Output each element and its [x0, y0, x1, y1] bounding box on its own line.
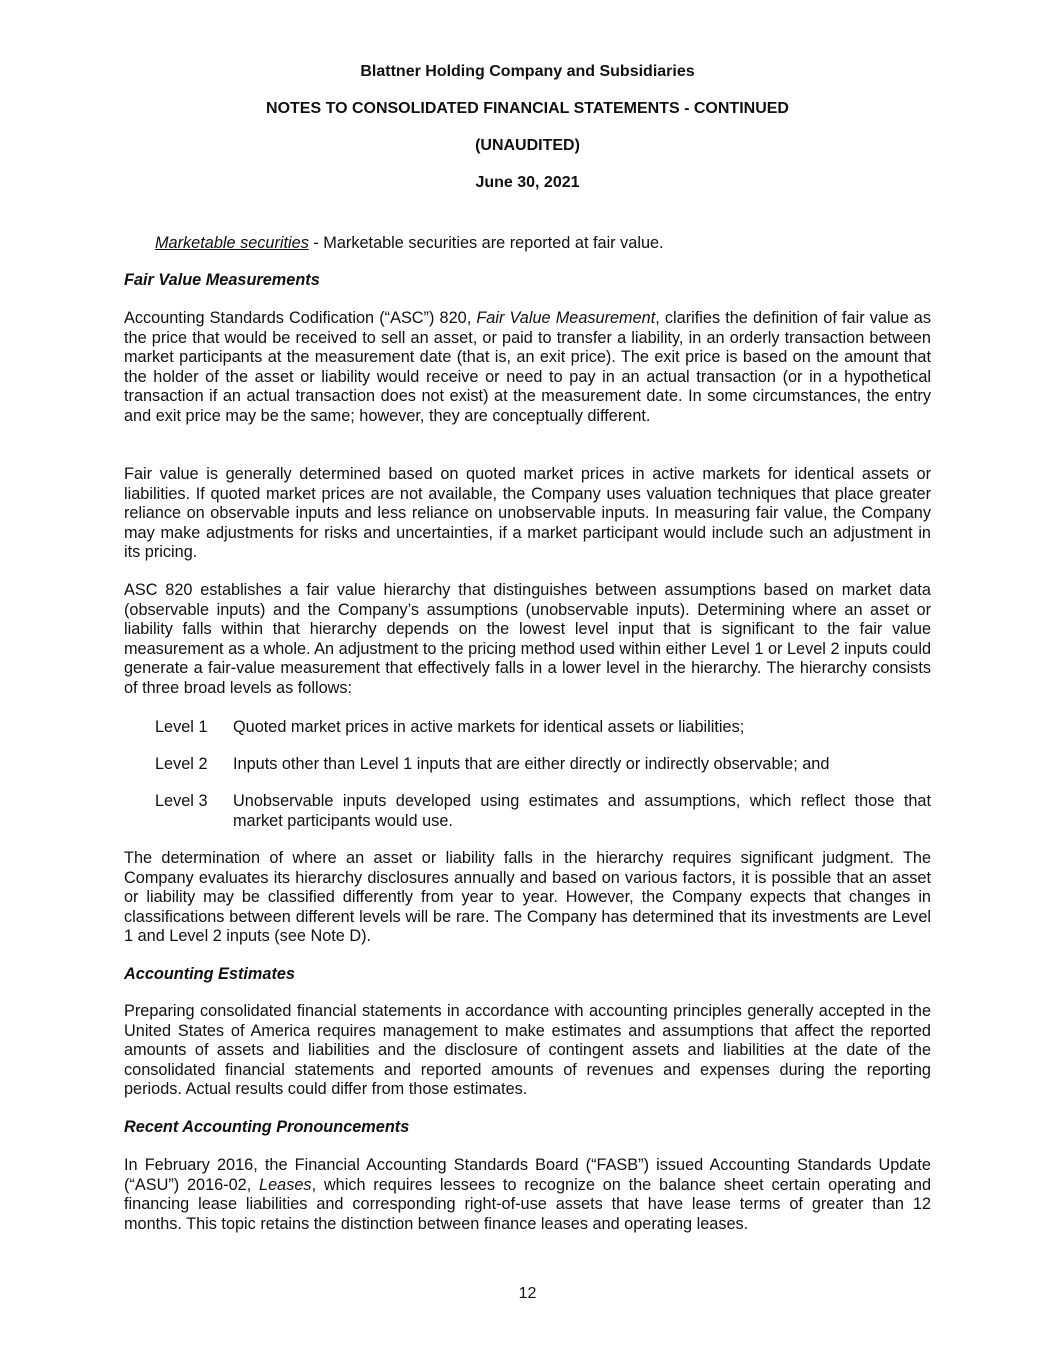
fv-p1-standard-name: Fair Value Measurement	[476, 309, 656, 327]
fv-p1-text-b: , clarifies the definition of fair value as the price that would be received to sell an asset, or paid to transfer a liability, in an orderly transaction between market participants at the measurement date (that is, an exit price). The exit price is based on the amount that the holder of the asset or liability would receive or need to pay in an actual transaction (or in a hypothetical transaction if an actual transaction does not exist) at the measurement date. In some circumstances, the entry and exit price may be the same; however, they are conceptually different.	[124, 309, 931, 425]
fair-value-paragraph-1	[124, 309, 931, 427]
fair-value-paragraph-4: The determination of where an asset or liability falls in the hierarchy requires significant judgment. The Company evaluates its hierarchy disclosures annually and based on various factors, it is possible that an asset or liability may be classified differently from year to year. However, the Company expects that changes in classifications between different levels will be rare. The Company has determined that its investments are Level 1 and Level 2 inputs (see Note D).	[124, 849, 931, 946]
level-label: Level 1	[155, 718, 208, 736]
hierarchy-level-3	[155, 792, 931, 831]
fair-value-paragraph-3: ASC 820 establishes a fair value hierarchy that distinguishes between assumptions based on market data (observable inputs) and the Company’s assumptions (unobservable inputs). Determining where an asset or liability falls within that hierarchy depends on the lowest level input that is significant to the fair value measurement as a whole. An adjustment to the pricing method used within either Level 1 or Level 2 inputs could generate a fair-value measurement that effectively falls in a lower level in the hierarchy. The hierarchy consists of three broad levels as follows:	[124, 581, 931, 697]
marketable-securities-paragraph	[155, 234, 931, 254]
marketable-securities-term: Marketable securities	[155, 234, 309, 252]
level-description: Inputs other than Level 1 inputs that are either directly or indirectly observable; and	[233, 755, 830, 773]
rp-text-a: In February 2016, the Financial Accounting Standards Board (“FASB”) issued Accounting Standards Update (“ASU”) 2016-02,	[124, 1156, 931, 1194]
audit-status: (UNAUDITED)	[475, 137, 580, 154]
page-number: 12	[518, 1285, 537, 1302]
statement-date: June 30, 2021	[475, 174, 580, 191]
level-label: Level 2	[155, 755, 208, 773]
rp-standard-name: Leases	[259, 1175, 312, 1194]
hierarchy-level-2	[155, 755, 931, 775]
recent-pronouncements-heading: Recent Accounting Pronouncements	[124, 1118, 410, 1136]
recent-pronouncements-paragraph	[124, 1156, 931, 1234]
rp-text-b: , which requires lessees to recognize on the balance sheet certain operating and financing lease liabilities and corresponding right-of-use assets that have lease terms of greater than 12 months. This topic retains the distinction between finance leases and operating leases.	[124, 1175, 931, 1233]
fair-value-heading: Fair Value Measurements	[124, 271, 320, 289]
marketable-securities-text: - Marketable securities are reported at fair value.	[308, 234, 664, 252]
accounting-estimates-heading: Accounting Estimates	[124, 965, 295, 983]
level-description: Quoted market prices in active markets for identical assets or liabilities;	[233, 718, 745, 736]
company-name: Blattner Holding Company and Subsidiaries	[360, 63, 695, 80]
hierarchy-level-1	[155, 718, 931, 738]
document-title: NOTES TO CONSOLIDATED FINANCIAL STATEMENTS - CONTINUED	[266, 100, 789, 117]
fv-p1-text-a: Accounting Standards Codification (“ASC”) 820,	[124, 309, 477, 327]
level-description: Unobservable inputs developed using estimates and assumptions, which reflect those that market participants would use.	[233, 792, 931, 830]
level-label: Level 3	[155, 792, 208, 810]
accounting-estimates-paragraph: Preparing consolidated financial statements in accordance with accounting principles generally accepted in the United States of America requires management to make estimates and assumptions that affect the reported amounts of assets and liabilities and the disclosure of contingent assets and liabilities at the date of the consolidated financial statements and reported amounts of revenues and expenses during the reporting periods. Actual results could differ from those estimates.	[124, 1002, 931, 1099]
fair-value-paragraph-2: Fair value is generally determined based on quoted market prices in active markets for identical assets or liabilities. If quoted market prices are not available, the Company uses valuation techniques that place greater reliance on observable inputs and less reliance on unobservable inputs. In measuring fair value, the Company may make adjustments for risks and uncertainties, if a market participant would include such an adjustment in its pricing.	[124, 465, 931, 562]
